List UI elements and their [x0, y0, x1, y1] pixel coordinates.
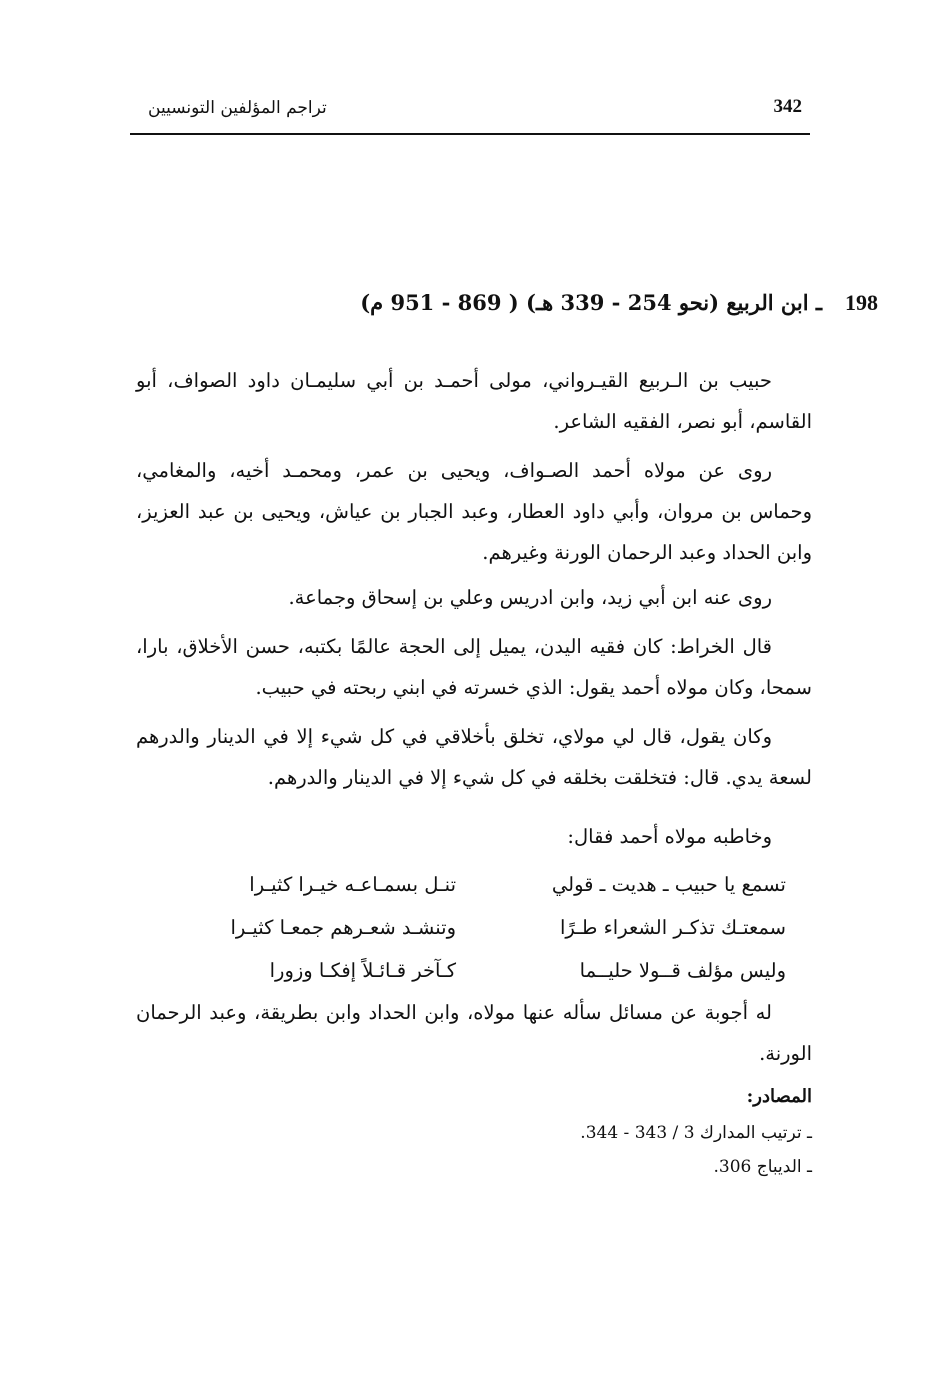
poem-verse — [136, 863, 786, 906]
header-rule — [130, 133, 810, 135]
entry-body — [136, 360, 812, 1184]
poem-first-hemistich: وليس مؤلف قــولا حليــما — [579, 959, 786, 982]
entry-title: ـ ابن الربيع (نحو 254 - 339 هـ) ( 869 - 951 م) — [360, 290, 822, 315]
poem-verse — [136, 906, 786, 949]
sources-label: المصادر: — [746, 1086, 812, 1107]
running-title: تراجم المؤلفين التونسيين — [148, 98, 327, 118]
source-item: ـ ترتيب المدارك 3 / 343 - 344. — [580, 1123, 812, 1143]
paragraph-quote-kharrat: قال الخراط: كان فقيه اليدن، يميل إلى الحجة عالمًا بكتبه، حسن الأخلاق، بارا، سمحا، وكان مولاه أحمد يقول: الذي خسرته في ابني ربحته في حبيب. — [136, 635, 812, 699]
paragraph-teachers: روى عن مولاه أحمد الصـواف، ويحيى بن عمر، ومحمـد أخيه، والمغامي، وحماس بن مروان، وأبي داود العطار، وعبد الجبار بن عياش، ويحيى بن عبد العزيز، وابن الحداد وعبد الرحمان الورنة وغيرهم. — [136, 459, 812, 564]
source-item: ـ الديباج 306. — [713, 1157, 812, 1177]
poem-intro: وخاطبه مولاه أحمد فقال: — [567, 825, 772, 848]
entry-heading — [300, 284, 880, 328]
page-number: 342 — [773, 96, 802, 117]
poem-first-hemistich: تسمع يا حبيب ـ هديت ـ قولي — [551, 873, 786, 896]
poem-first-hemistich: سمعتـك تذكـر الشعراء طـرًا — [560, 916, 786, 939]
paragraph-closing: له أجوبة عن مسائل سأله عنها مولاه، وابن الحداد وابن بطريقة، وعبد الرحمان الورنة. — [136, 1001, 812, 1065]
paragraph-saying: وكان يقول، قال لي مولاي، تخلق بأخلاقي في كل شيء إلا في الدينار والدرهم لسعة يدي. قال: فتخلقت بخلقه في كل شيء إلا في الدينار والدرهم. — [136, 725, 812, 789]
poem-second-hemistich: كـآخر قـائـلاً إفكـا وزورا — [269, 959, 456, 982]
poem-second-hemistich: تنـل بسمـاعـه خيـرا كثيـرا — [249, 873, 456, 896]
entry-number: 198 — [845, 290, 878, 315]
running-header — [130, 92, 810, 132]
paragraph-students: روى عنه ابن أبي زيد، وابن ادريس وعلي بن إسحاق وجماعة. — [288, 586, 772, 609]
poem-second-hemistich: وتنشـد شعـرهم جمعـا كثيـرا — [230, 916, 456, 939]
paragraph-biography: حبيب بن الـربيع القيـرواني، مولى أحمـد بن أبي سليمـان داود الصواف، أبو القاسم، أبو نصر، الفقيه الشاعر. — [136, 369, 812, 433]
poem-verse — [136, 949, 786, 992]
